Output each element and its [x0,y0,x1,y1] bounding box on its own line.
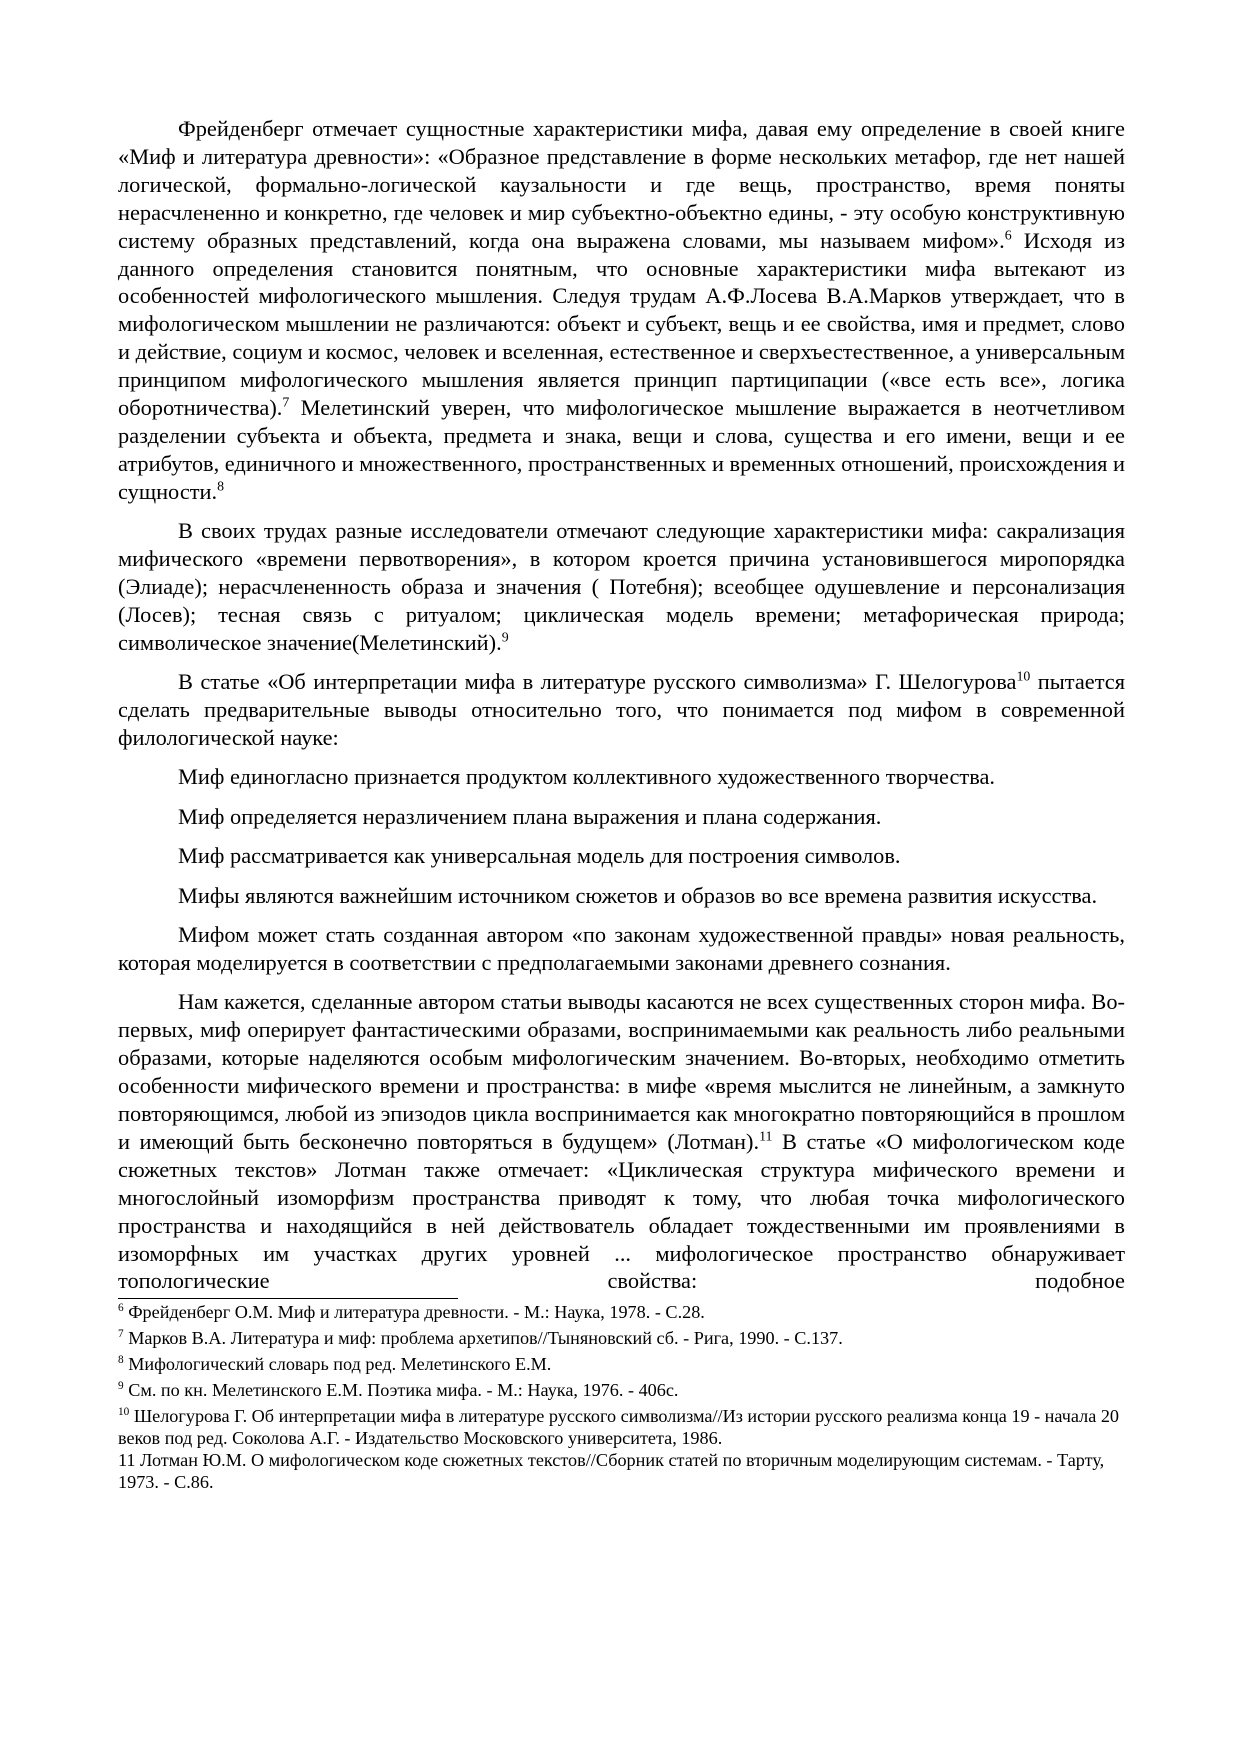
footnote-6 [118,1301,1125,1323]
paragraph-text: Фрейденберг отмечает сущностные характеристики мифа, давая ему определение в своей книге «Миф и литература древности»: «Образное представление в форме нескольких метафор, где нет нашей логической, формально-логической каузальности и где вещь, пространство, время поняты нерасчлененно и конкретно, где человек и мир субъектно-объектно едины, - эту особую конструктивную систему образных представлений, когда она выражена словами, мы называем мифом». [118,116,1125,253]
paragraph-freidenberg [118,115,1125,506]
footnote-8 [118,1353,1125,1375]
footnote-ref-9[interactable]: 9 [501,630,509,646]
footnote-7 [118,1327,1125,1349]
paragraph-lotman [118,988,1125,1295]
footnote-separator [118,1298,458,1299]
footnote-ref-7[interactable]: 7 [282,395,290,411]
footnote-ref-8[interactable]: 8 [217,479,225,495]
conclusion-item-3: Миф рассматривается как универсальная модель для построения символов. [178,843,901,869]
paragraph-text: В статье «О мифологическом коде сюжетных текстов» Лотман также отмечает: «Циклическая структура мифического времени и многослойный изоморфизм пространства приводят к тому, что любая точка мифологического пространства и находящийся в ней действователь обладает тождественными им проявлениями в изоморфных им участках других уровней ... мифологическое пространство обнаруживает топологические свойства: подобное [118,1128,1125,1294]
paragraph-text: В статье «Об интерпретации мифа в литературе русского символизма» Г. Шелогурова [178,669,1017,695]
footnote-ref-11: 11 [759,1129,773,1145]
paragraph-text: Нам кажется, сделанные автором статьи выводы касаются не всех существенных сторон мифа. Во-первых, миф оперирует фантастическими образами, воспринимаемыми как реальность либо реальными образами, которые наделяются особым мифологическим значением. Во-вторых, необходимо отметить особенности мифического времени и пространства: в мифе «время мыслится не линейным, а замкнуто повторяющимся, любой из эпизодов цикла воспринимается как многократно повторяющийся в прошлом и имеющий быть бесконечно повторяться в будущем» (Лотман). [118,989,1125,1154]
footnote-9 [118,1379,1125,1401]
paragraph-text: пытается сделать предварительные выводы относительно того, что понимается под мифом в современной филологической науке: [118,669,1126,751]
footnote-number: 8 [118,1354,124,1367]
document-page [118,115,1125,1493]
footnote-10 [118,1405,1125,1449]
footnote-text: Шелогурова Г. Об интерпретации мифа в литературе русского символизма//Из истории русского реализма конца 19 - начала 20 веков под ред. Соколова А.Г. - Издательство Московского университета, 1986. [118,1406,1120,1449]
conclusion-item-5: Мифом может стать созданная автором «по законам художественной правды» новая реальность, которая моделируется в соответствии с предполагаемыми законами древнего сознания. [118,922,1125,975]
footnote-11 [118,1449,1125,1493]
paragraph-text: Исходя из данного определения становится понятным, что основные характеристики мифа вытекают из особенностей мифологического мышления. Следуя трудам А.Ф.Лосева В.А.Марков утверждает, что в мифологическом мышлении не различаются: объект и субъект, вещь и ее свойства, имя и предмет, слово и действие, социум и космос, человек и вселенная, естественное и сверхъестественное, а универсальным принципом мифологического мышления является принцип партиципации («все есть все», логика оборотничества). [118,227,1125,421]
paragraph-researchers [118,517,1125,657]
paragraph-text: Мелетинский уверен, что мифологическое мышление выражается в неотчетливом разделении субъекта и объекта, предмета и знака, вещи и слова, существа и его имени, вещи и ее атрибутов, единичного и множественного, пространственных и временных отношений, происхождения и сущности. [118,395,1125,504]
footnote-text: 11 Лотман Ю.М. О мифологическом коде сюжетных текстов//Сборник статей по вторичным моделирующим системам. - Тарту, 1973. - С.86. [118,1450,1105,1493]
paragraph-shelogurova [118,668,1125,752]
footnote-ref-10[interactable]: 10 [1016,669,1031,685]
footnote-text: Марков В.А. Литература и миф: проблема архетипов//Тыняновский сб. - Рига, 1990. - С.137. [123,1328,843,1349]
footnote-number: 7 [118,1328,124,1341]
footnote-text: Мифологический словарь под ред. Мелетинского Е.М. [123,1354,552,1375]
footnote-text: Фрейденберг О.М. Миф и литература древности. - М.: Наука, 1978. - С.28. [123,1302,705,1323]
footnote-ref-6[interactable]: 6 [1004,228,1012,244]
paragraph-text: В своих трудах разные исследователи отмечают следующие характеристики мифа: сакрализация мифического «времени первотворения», в котором кроется причина установившегося миропорядка (Элиаде); нерасчлененность образа и значения ( Потебня); всеобщее одушевление и персонализация (Лосев); тесная связь с ритуалом; циклическая модель времени; метафорическая природа; символическое значение(Мелетинский). [118,518,1125,655]
footnote-number: 10 [118,1406,130,1419]
footnote-text: См. по кн. Мелетинского Е.М. Поэтика мифа. - М.: Наука, 1976. - 406с. [123,1380,679,1401]
conclusion-item-4: Мифы являются важнейшим источником сюжетов и образов во все времена развития искусства. [178,882,1098,908]
conclusion-item-2: Миф определяется неразличением плана выражения и плана содержания. [178,803,882,829]
conclusion-item-1: Миф единогласно признается продуктом коллективного художественного творчества. [178,764,996,790]
footnote-number: 9 [118,1380,124,1393]
footnote-number: 6 [118,1302,124,1315]
